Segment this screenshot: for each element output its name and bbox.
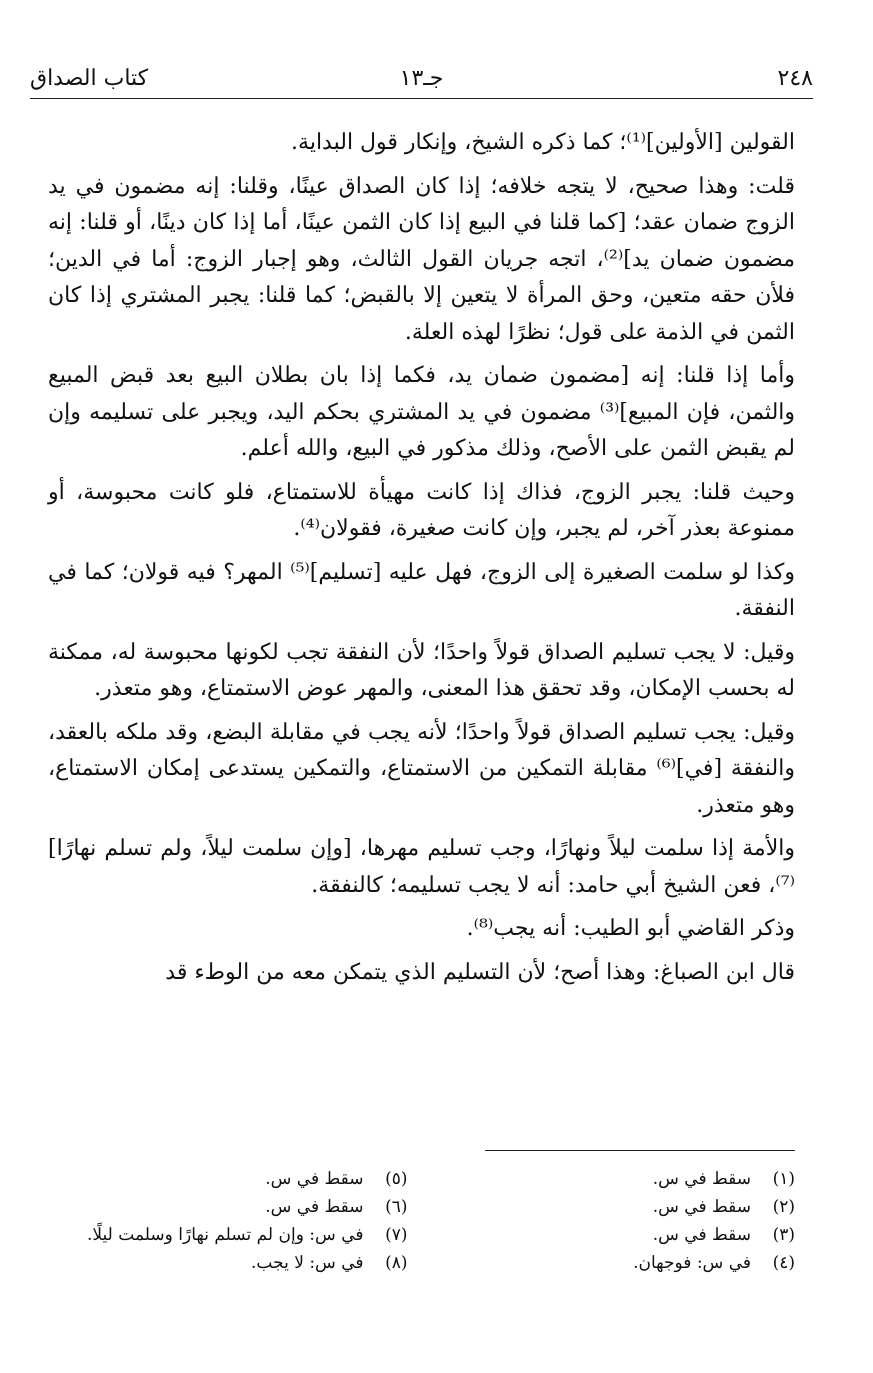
paragraph: وحيث قلنا: يجبر الزوج، فذاك إذا كانت مهيأة للاستمتاع، فلو كانت محبوسة، أو ممنوعة بعذر آخر، لم يجبر، وإن كانت صغيرة، فقولان⁽⁴⁾. bbox=[48, 479, 795, 541]
footnote-text: سقط في س. bbox=[652, 1169, 751, 1189]
footnote-number: (١) bbox=[772, 1169, 795, 1189]
main-text bbox=[48, 125, 795, 998]
footnote-text: سقط في س. bbox=[652, 1197, 751, 1217]
paragraph: قلت: وهذا صحيح، لا يتجه خلافه؛ إذا كان الصداق عينًا، وقلنا: إنه مضمون في يد الزوج ضمان عقد؛ [كما قلنا في البيع إذا كان الثمن عينًا، أما إذا كان دينًا، أو قلنا: إنه مضمون ضمان يد]⁽²⁾، اتجه جريان القول الثالث، وهو إجبار الزوج: أما في الدين؛ فلأن حقه متعين، وحق المرأة لا يتعين إلا بالقبض؛ كما قلنا: يجبر المشتري إذا كان الثمن في الذمة على قول؛ نظرًا لهذه العلة. bbox=[48, 173, 795, 345]
paragraph: قال ابن الصباغ: وهذا أصح؛ لأن التسليم الذي يتمكن معه من الوطء قد bbox=[165, 959, 795, 985]
footnote-number: (٧) bbox=[385, 1225, 408, 1245]
paragraph: القولين [الأولين]⁽¹⁾؛ كما ذكره الشيخ، وإنكار قول البداية. bbox=[291, 130, 795, 155]
footnote bbox=[428, 1165, 796, 1193]
page-number: ٢٤٨ bbox=[777, 65, 813, 91]
footnote-number: (٣) bbox=[772, 1225, 795, 1245]
footnote-text: سقط في س. bbox=[265, 1169, 364, 1189]
footnote bbox=[40, 1221, 408, 1249]
footnote-number: (٥) bbox=[385, 1169, 408, 1189]
footnotes bbox=[40, 1165, 795, 1277]
footnote-text: في س: فوجهان. bbox=[633, 1253, 751, 1273]
footnote-number: (٨) bbox=[385, 1253, 408, 1273]
paragraph: وأما إذا قلنا: إنه [مضمون ضمان يد، فكما إذا بان بطلان البيع بعد قبض المبيع والثمن، فإن المبيع]⁽³⁾ مضمون في يد المشتري بحكم اليد، ويجبر على تسليمه وإن لم يقبض الثمن على الأصح، وذلك مذكور في البيع، والله أعلم. bbox=[48, 363, 796, 461]
footnote bbox=[40, 1165, 408, 1193]
paragraph: وذكر القاضي أبو الطيب: أنه يجب⁽⁸⁾. bbox=[466, 916, 795, 941]
footnote-text: سقط في س. bbox=[652, 1225, 751, 1245]
footnote-text: في س: وإن لم تسلم نهارًا وسلمت ليلًا. bbox=[87, 1225, 364, 1245]
paragraph: وقيل: يجب تسليم الصداق قولاً واحدًا؛ لأنه يجب في مقابلة البضع، وقد ملكه بالعقد، والنفقة [في]⁽⁶⁾ مقابلة التمكين من الاستمتاع، والتمكين يستدعى إمكان الاستمتاع، وهو متعذر. bbox=[48, 719, 795, 818]
footnote bbox=[428, 1193, 796, 1221]
volume-label: جـ١٣ bbox=[399, 65, 444, 91]
paragraph: وقيل: لا يجب تسليم الصداق قولاً واحدًا؛ لأن النفقة تجب لكونها محبوسة له، ممكنة له بحسب الإمكان، وقد تحقق هذا المعنى، والمهر عوض الاستمتاع، وهو متعذر. bbox=[48, 639, 795, 701]
footnote-text: سقط في س. bbox=[265, 1197, 364, 1217]
paragraph: وكذا لو سلمت الصغيرة إلى الزوج، فهل عليه [تسليم]⁽⁵⁾ المهر؟ فيه قولان؛ كما في النفقة. bbox=[48, 559, 795, 621]
footnote bbox=[428, 1249, 796, 1277]
footnote bbox=[428, 1221, 796, 1249]
footnote bbox=[40, 1193, 408, 1221]
footnote-number: (٢) bbox=[772, 1197, 795, 1217]
footnote-number: (٤) bbox=[772, 1253, 795, 1273]
footnote-divider bbox=[485, 1150, 795, 1151]
footnote bbox=[40, 1249, 408, 1277]
footnote-text: في س: لا يجب. bbox=[251, 1253, 364, 1273]
page-header bbox=[30, 58, 813, 99]
paragraph: والأمة إذا سلمت ليلاً ونهارًا، وجب تسليم مهرها، [وإن سلمت ليلاً، ولم تسلم نهارًا]⁽⁷⁾، فعن الشيخ أبي حامد: أنه لا يجب تسليمه؛ كالنفقة. bbox=[48, 836, 795, 898]
footnote-number: (٦) bbox=[385, 1197, 408, 1217]
chapter-title: كتاب الصداق bbox=[30, 65, 149, 91]
